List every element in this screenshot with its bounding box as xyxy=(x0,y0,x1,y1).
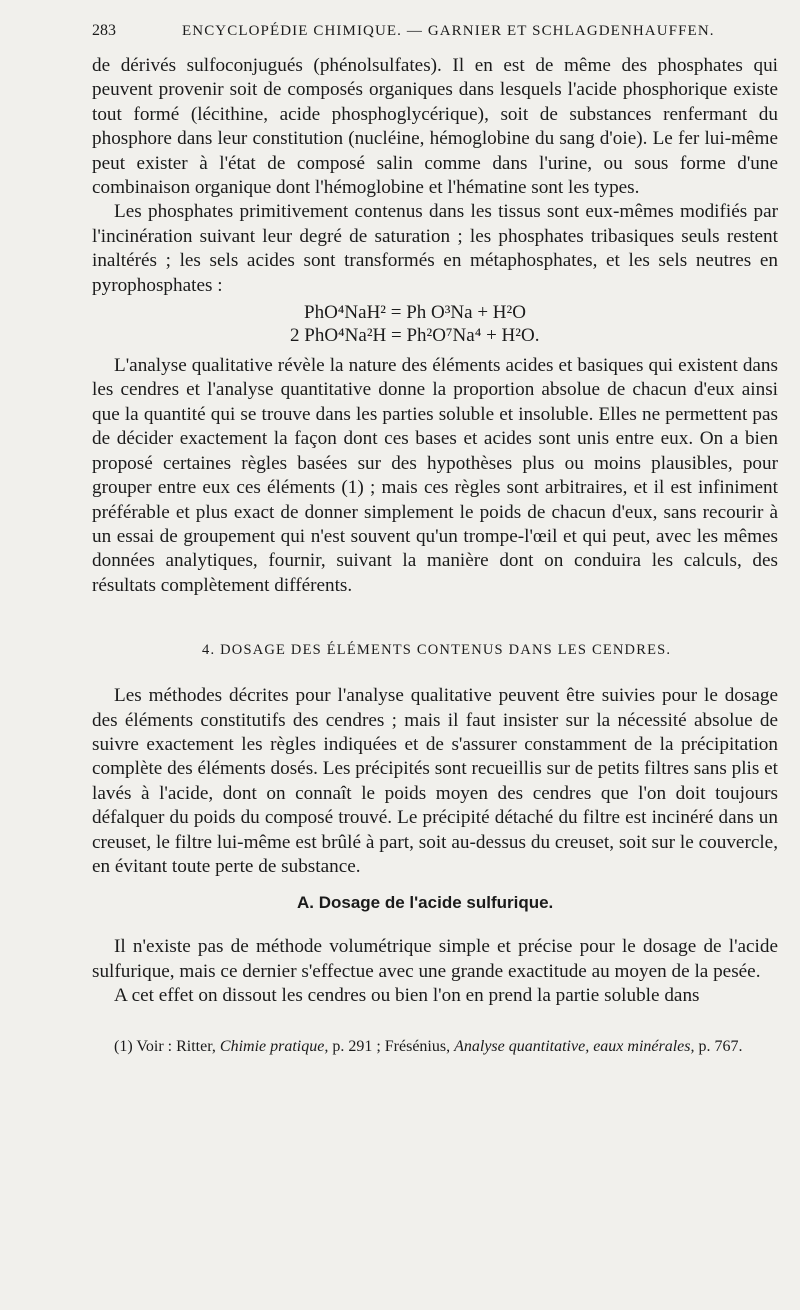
subsection-heading: A. Dosage de l'acide sulfurique. xyxy=(297,893,554,913)
paragraph-procedure: A cet effet on dissout les cendres ou bien l'on en prend la partie soluble dans xyxy=(114,985,700,1007)
footnote xyxy=(92,1037,778,1057)
footnote-marker: (1) xyxy=(114,1037,133,1055)
footnote-work-fresenius: Analyse quantitative, eaux minérales, xyxy=(454,1037,695,1055)
paragraph-analysis: L'analyse qualitative révèle la nature des éléments acides et basiques qui existent dans les cendres et l'analyse quantitative donne la proportion absolue de chacun d'eux ainsi que la quantité qui se trouve dans les parties soluble et insoluble. Elles ne permettent pas de décider exactement la façon dont ces bases et acides sont unis entre eux. On a bien proposé certaines règles basées sur des hypothèses plus ou moins plausibles, pour grouper entre eux ces éléments (1) ; mais ces règles sont arbitraires, et il est infiniment préférable et plus exact de donner simplement le poids de chacun d'eux, sans recourir à un essai de groupement qui n'est souvent qu'un trompe-l'œil et qui peut, avec les mêmes données analytiques, fournir, suivant la manière dont on conduira les calculs, des résultats complètement différents. xyxy=(92,355,778,596)
footnote-text-a: Voir : Ritter, xyxy=(136,1037,216,1055)
running-title: ENCYCLOPÉDIE CHIMIQUE. — GARNIER ET SCHLAGDENHAUFFEN. xyxy=(182,23,715,39)
paragraph-sulfuric-acid: Il n'existe pas de méthode volumétrique simple et précise pour le dosage de l'acide sulfurique, mais ce dernier s'effectue avec une grande exactitude au moyen de la pesée. xyxy=(92,936,778,982)
page-number: 283 xyxy=(92,22,116,39)
paragraph-phosphates: Les phosphates primitivement contenus dans les tissus sont eux-mêmes modifiés par l'incinération suivant leur degré de saturation ; les phosphates tribasiques seuls restent inaltérés ; les sels acides sont transformés en métaphosphates, et les sels neutres en pyrophosphates : xyxy=(92,201,778,296)
paragraph-continuation: de dérivés sulfoconjugués (phénolsulfates). Il en est de même des phosphates qui peuvent provenir soit de composés organiques dans lesquels l'acide phosphorique existe tout formé (lécithine, acide phosphoglycérique), soit de substances renfermant du phosphore dans leur constitution (nucléine, hémoglobine du sang d'oie). Le fer lui-même peut exister à l'état de composé salin comme dans l'urine, ou sous forme d'une combinaison organique dont l'hémoglobine et l'hématine sont les types. xyxy=(92,55,778,199)
footnote-work-ritter: Chimie pratique, xyxy=(219,1037,329,1055)
formula-line-1: PhO⁴NaH² = Ph O³Na + H²O xyxy=(304,302,526,324)
formula-block xyxy=(92,301,778,347)
paragraph-methods: Les méthodes décrites pour l'analyse qualitative peuvent être suivies pour le dosage des éléments constitutifs des cendres ; mais il faut insister sur la nécessité absolue de suivre exactement les règles indiquées et de s'assurer constamment de la précipitation complète des éléments dosés. Les précipités sont recueillis sur de petits filtres sans plis et lavés à l'acide, dont on connaît le poids moyen des cendres que l'on doit toujours défalquer du poids du composé trouvé. Le précipité détaché du filtre est incinéré dans un creuset, le filtre lui-même est brûlé à part, soit au-dessus du creuset, soit sur le couvercle, en évitant toute perte de substance. xyxy=(92,685,778,877)
footnote-text-c: p. 767. xyxy=(698,1037,743,1055)
running-head xyxy=(92,22,778,40)
section-heading: 4. DOSAGE DES ÉLÉMENTS CONTENUS DANS LES CENDRES. xyxy=(202,642,672,659)
footnote-text-b: p. 291 ; Frésénius, xyxy=(332,1037,451,1055)
formula-line-2: 2 PhO⁴Na²H = Ph²O⁷Na⁴ + H²O. xyxy=(290,325,540,347)
